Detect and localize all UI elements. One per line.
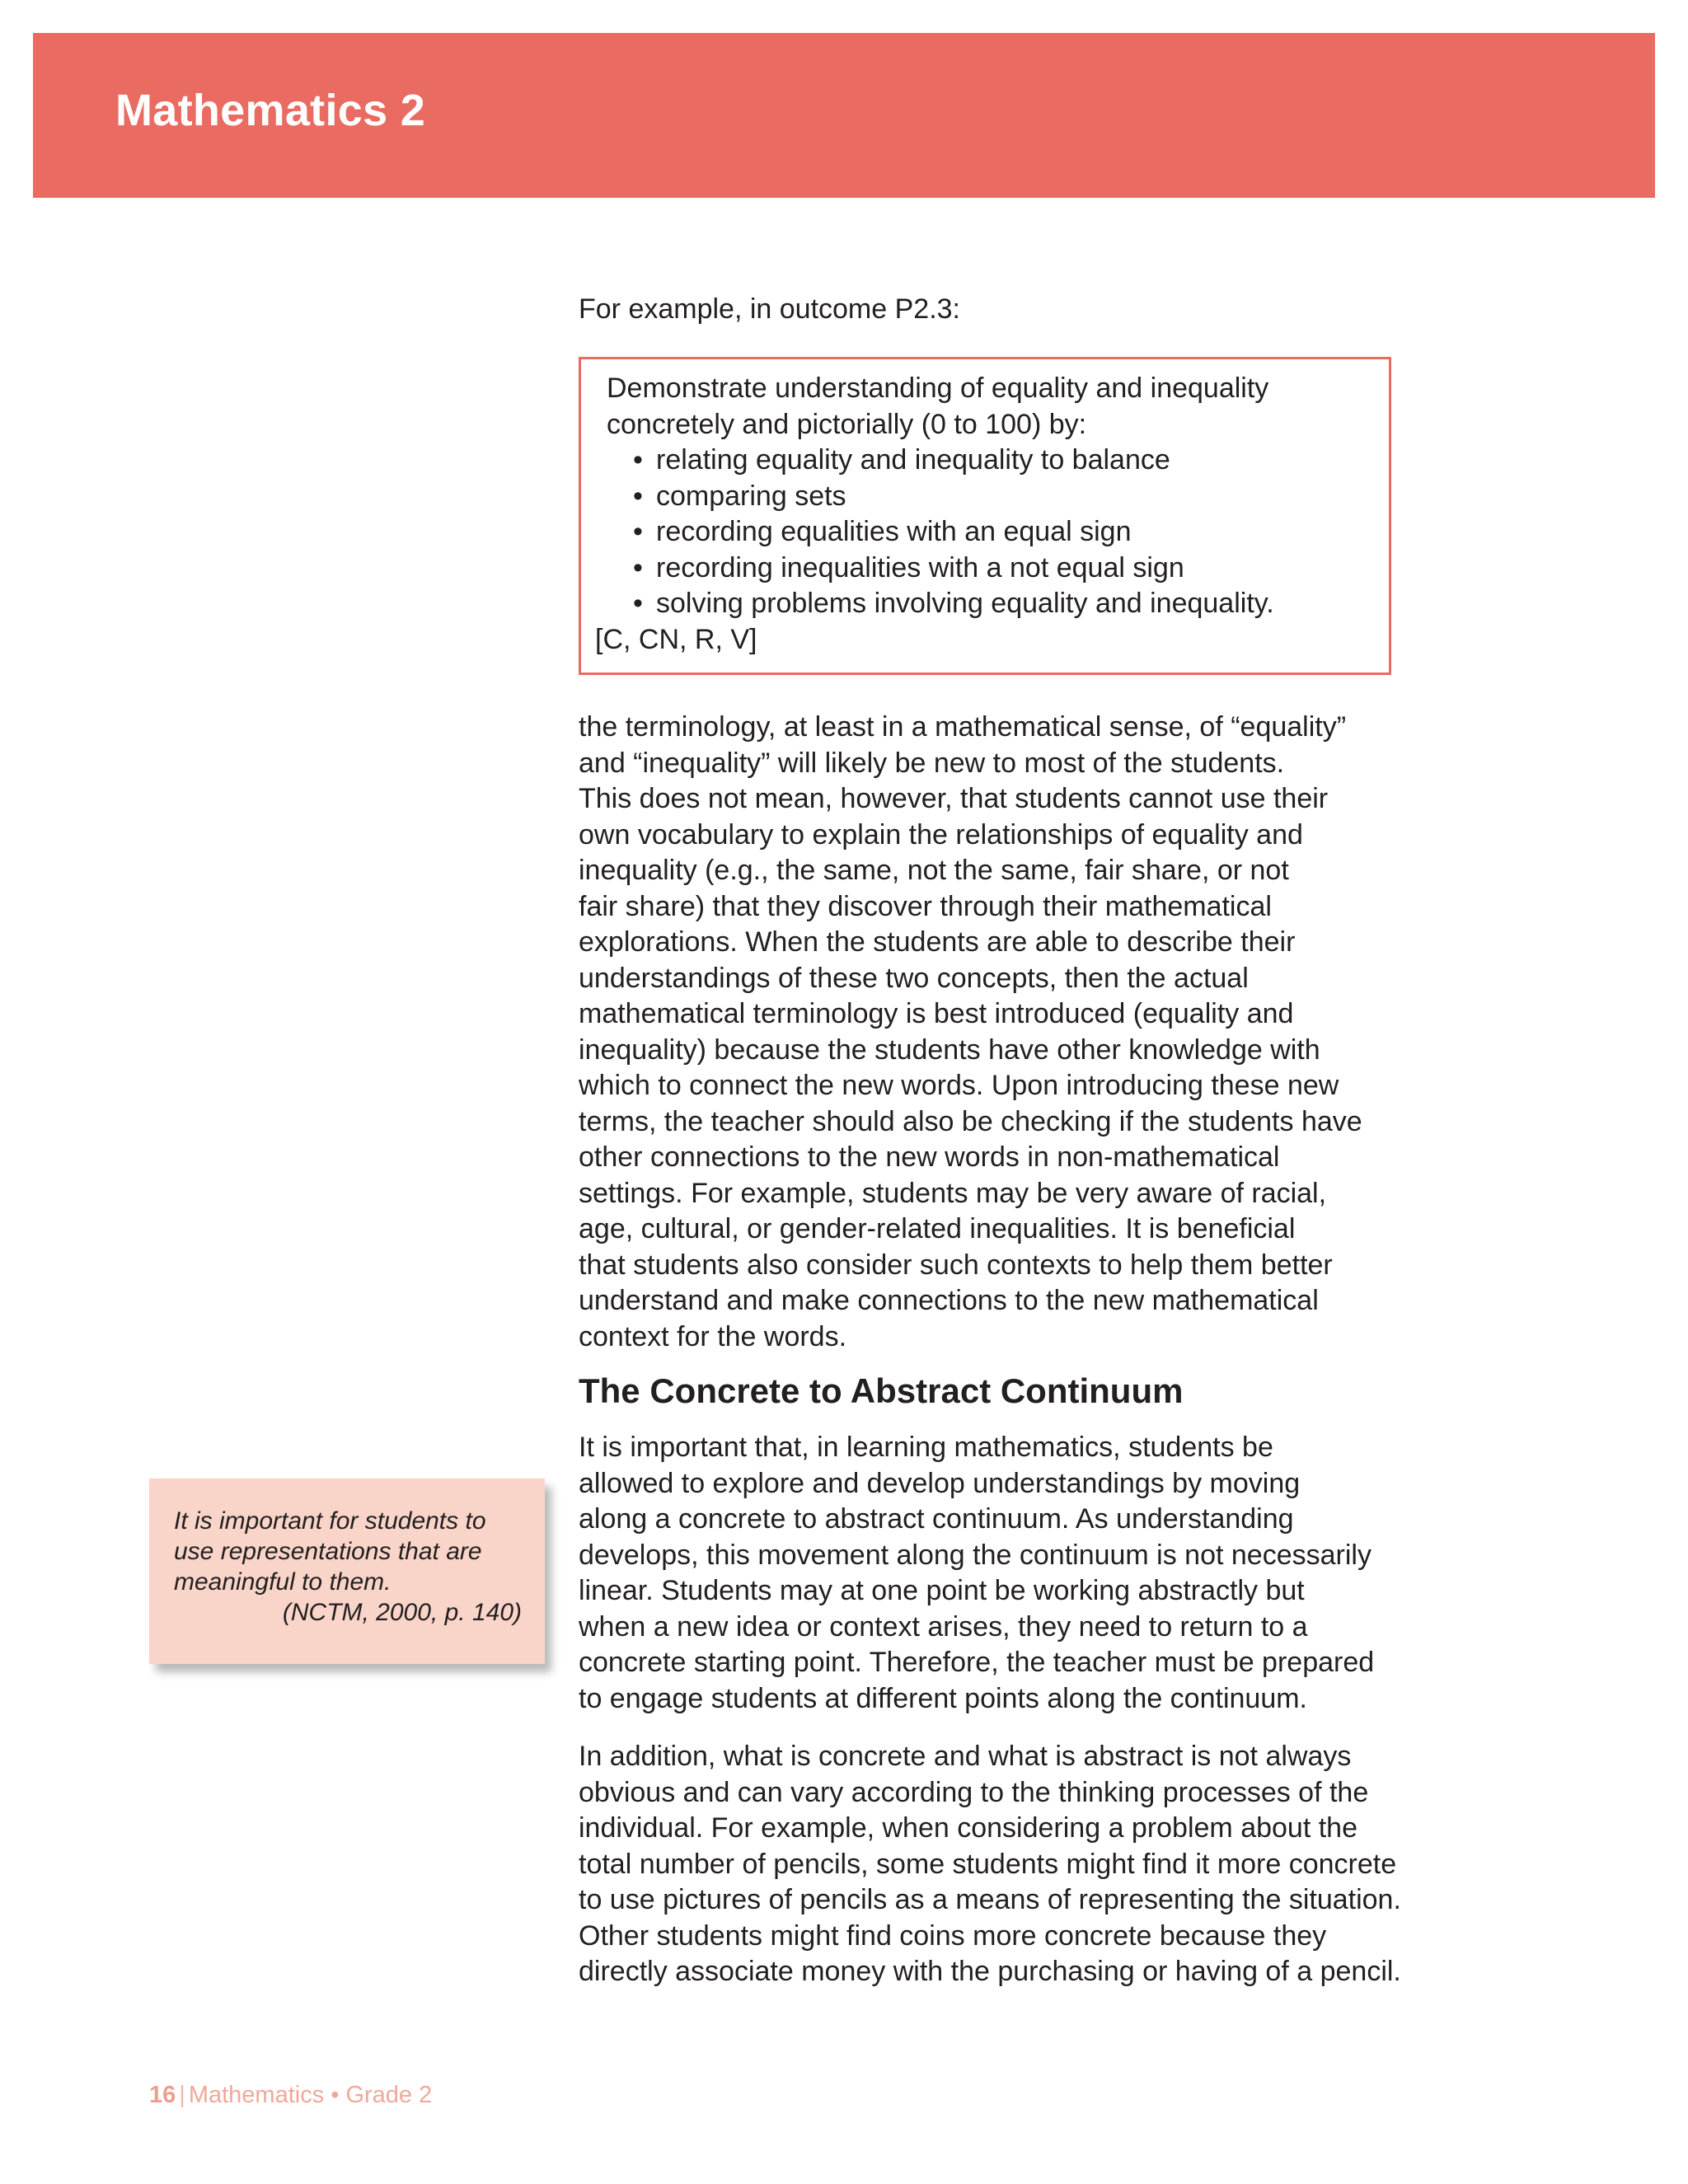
text-line: own vocabulary to explain the relationships of equality and [579,818,1303,851]
text-line: that students also consider such contexts to help them better [579,1249,1333,1281]
bullet-icon: • [633,444,643,476]
text-line: along a concrete to abstract continuum. As understanding [579,1503,1294,1535]
quote-line: It is important for students to [174,1507,486,1535]
page-footer [149,2079,432,2111]
paragraph-terminology [579,710,1403,1355]
sidebar-quote [149,1479,545,1664]
footer-text: Mathematics • Grade 2 [188,2082,433,2108]
text-line: to use pictures of pencils as a means of representing the situation. [579,1884,1401,1915]
page-title: Mathematics 2 [115,86,426,135]
outcome-box [579,357,1391,675]
text-line: fair share) that they discover through their mathematical [579,890,1272,922]
quote-line: meaningful to them. [174,1568,392,1596]
text-line: the terminology, at least in a mathematical sense, of “equality” [579,711,1347,743]
list-item: • solving problems involving equality and inequality. [631,586,1364,622]
text-line: understandings of these two concepts, then the actual [579,962,1249,994]
text-line: when a new idea or context arises, they need to return to a [579,1610,1308,1643]
list-item: • relating equality and inequality to balance [631,443,1364,479]
outcome-tags: [C, CN, R, V] [595,623,757,655]
text-line: settings. For example, students may be very aware of racial, [579,1177,1327,1209]
text-line: develops, this movement along the continuum is not necessarily [579,1539,1372,1571]
bullet-icon: • [633,588,643,619]
text-line: to engage students at different points along the continuum. [579,1682,1307,1714]
text-line: obvious and can vary according to the thinking processes of the [579,1776,1369,1808]
intro-text: For example, in outcome P2.3: [579,293,961,325]
bullet-icon: • [633,480,643,512]
list-item: • comparing sets [631,479,1364,515]
page-number: 16 [149,2082,176,2108]
text-line: understand and make connections to the new mathematical [579,1285,1319,1316]
text-line: inequality) because the students have other knowledge with [579,1033,1320,1066]
text-line: terms, the teacher should also be checking if the students have [579,1105,1362,1137]
text-line: In addition, what is concrete and what is abstract is not always [579,1741,1352,1772]
text-line: total number of pencils, some students might find it more concrete [579,1848,1397,1880]
text-line: context for the words. [579,1320,847,1352]
paragraph-continuum [579,1430,1403,1717]
text-line: mathematical terminology is best introduced (equality and [579,998,1294,1029]
text-line: individual. For example, when considering a problem about the [579,1812,1357,1844]
text-line: allowed to explore and develop understandings by moving [579,1467,1301,1499]
outcome-line: concretely and pictorially (0 to 100) by: [607,408,1087,440]
text-line: which to connect the new words. Upon introducing these new [579,1070,1339,1101]
list-item: • recording equalities with an equal sign [631,514,1364,551]
bullet-icon: • [633,551,643,583]
text-line: It is important that, in learning mathematics, students be [579,1432,1273,1463]
quote-citation: (NCTM, 2000, p. 140) [282,1599,522,1626]
list-item: • recording inequalities with a not equal sign [631,551,1364,587]
text-line: linear. Students may at one point be working abstractly but [579,1575,1305,1606]
text-line: other connections to the new words in non-mathematical [579,1141,1280,1173]
text-line: Other students might find coins more concrete because they [579,1919,1327,1952]
text-line: concrete starting point. Therefore, the teacher must be prepared [579,1647,1375,1678]
quote-line: use representations that are [174,1538,482,1565]
text-line: inequality (e.g., the same, not the same, fair share, or not [579,855,1289,886]
outcome-line: Demonstrate understanding of equality and inequality [607,373,1269,404]
text-line: age, cultural, or gender-related inequalities. It is beneficial [579,1213,1296,1244]
outcome-bullet-list [607,443,1364,622]
text-line: explorations. When the students are able to describe their [579,926,1296,958]
bullet-icon: • [633,516,643,547]
text-line: This does not mean, however, that students cannot use their [579,783,1329,814]
text-line: and “inequality” will likely be new to most of the students. [579,747,1285,779]
section-heading: The Concrete to Abstract Continuum [579,1371,1184,1410]
text-line: directly associate money with the purchasing or having of a pencil. [579,1956,1401,1987]
footer-separator: | [179,2082,185,2108]
paragraph-concrete-abstract [579,1739,1403,1990]
